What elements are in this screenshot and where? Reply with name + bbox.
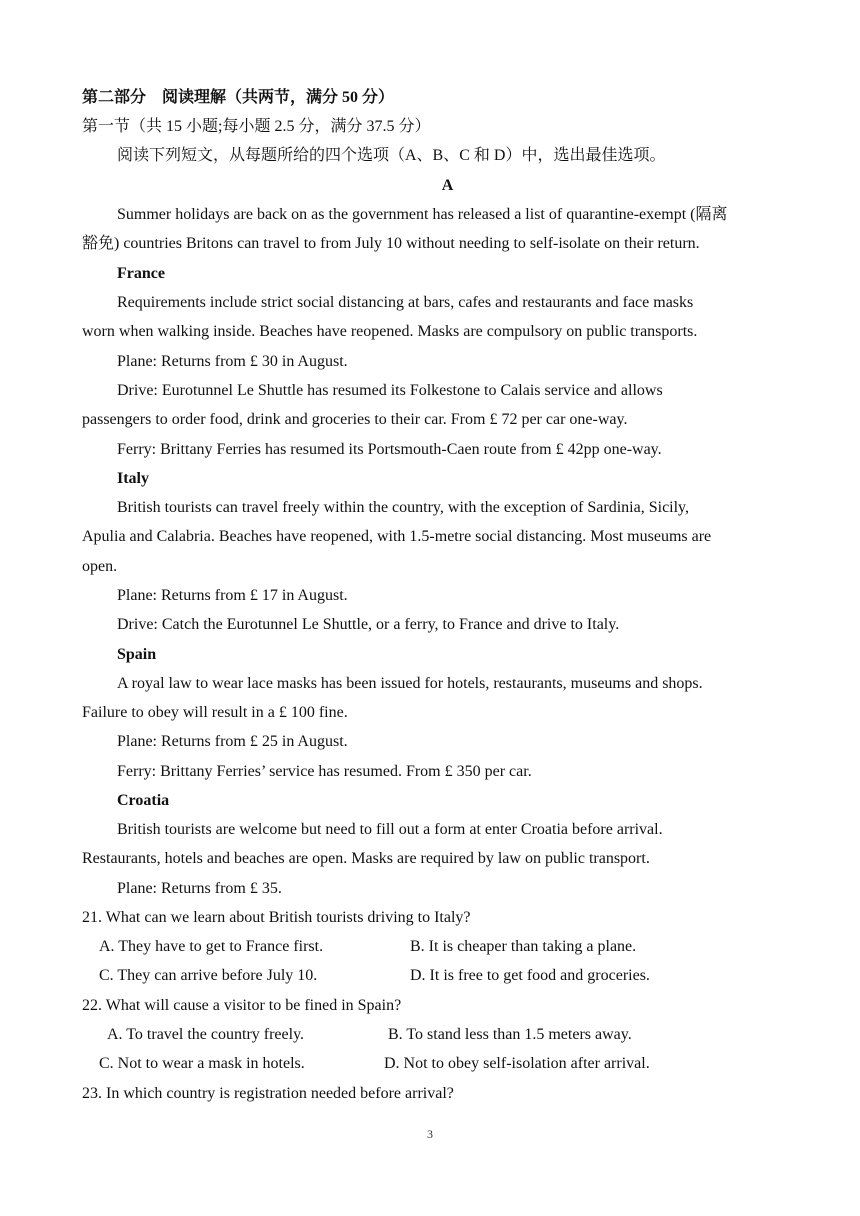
france-drive-line: passengers to order food, drink and groceries to their car. From £ 72 per car one-way. [82,411,628,428]
italy-desc-line: British tourists can travel freely within the country, with the exception of Sardinia, Sicily, [117,499,690,516]
q21-option-b[interactable]: B. It is cheaper than taking a plane. [410,938,637,955]
italy-desc-line: Apulia and Calabria. Beaches have reopened, with 1.5-metre social distancing. Most museums are [82,528,712,545]
france-plane: Plane: Returns from £ 30 in August. [117,353,348,370]
france-drive-line: Drive: Eurotunnel Le Shuttle has resumed its Folkestone to Calais service and allows [117,382,663,399]
spain-plane: Plane: Returns from £ 25 in August. [117,733,348,750]
q22-option-d[interactable]: D. Not to obey self-isolation after arrival. [384,1055,650,1072]
page-number: 3 [427,1127,433,1141]
question-23-stem: 23. In which country is registration needed before arrival? [82,1085,454,1102]
question-22-stem: 22. What will cause a visitor to be fined in Spain? [82,997,402,1014]
intro-line: 豁免) countries Britons can travel to from July 10 without needing to self-isolate on their return. [82,235,700,252]
france-desc-line: Requirements include strict social distancing at bars, cafes and restaurants and face masks [117,294,694,311]
q21-option-c[interactable]: C. They can arrive before July 10. [99,967,318,984]
croatia-desc-line: British tourists are welcome but need to fill out a form at enter Croatia before arrival. [117,821,663,838]
part-title: 第二部分 阅读理解（共两节，满分 50 分） [82,89,395,106]
passage-label: A [441,177,454,194]
q22-option-a[interactable]: A. To travel the country freely. [107,1026,305,1043]
q22-option-b[interactable]: B. To stand less than 1.5 meters away. [388,1026,632,1043]
italy-drive: Drive: Catch the Eurotunnel Le Shuttle, or a ferry, to France and drive to Italy. [117,616,620,633]
spain-desc-line: Failure to obey will result in a £ 100 fine. [82,704,348,721]
croatia-plane: Plane: Returns from £ 35. [117,880,282,897]
italy-desc-line: open. [82,558,118,575]
country-heading-italy: Italy [117,470,149,487]
france-desc-line: worn when walking inside. Beaches have reopened. Masks are compulsory on public transports. [82,323,698,340]
instruction-text: 阅读下列短文，从每题所给的四个选项（A、B、C 和 D）中，选出最佳选项。 [117,147,666,164]
subsection-title: 第一节（共 15 小题;每小题 2.5 分，满分 37.5 分） [82,118,431,135]
country-heading-croatia: Croatia [117,792,170,809]
q21-option-d[interactable]: D. It is free to get food and groceries. [410,967,650,984]
country-heading-france: France [117,265,165,282]
italy-plane: Plane: Returns from £ 17 in August. [117,587,348,604]
country-heading-spain: Spain [117,646,157,663]
q22-option-c[interactable]: C. Not to wear a mask in hotels. [99,1055,305,1072]
croatia-desc-line: Restaurants, hotels and beaches are open. Masks are required by law on public transport. [82,850,650,867]
intro-line: Summer holidays are back on as the government has released a list of quarantine-exempt (隔离 [117,206,728,223]
spain-ferry: Ferry: Brittany Ferries’ service has resumed. From £ 350 per car. [117,763,532,780]
question-21-stem: 21. What can we learn about British tourists driving to Italy? [82,909,471,926]
france-ferry: Ferry: Brittany Ferries has resumed its Portsmouth-Caen route from £ 42pp one-way. [117,441,662,458]
q21-option-a[interactable]: A. They have to get to France first. [99,938,324,955]
spain-desc-line: A royal law to wear lace masks has been issued for hotels, restaurants, museums and shops. [117,675,703,692]
